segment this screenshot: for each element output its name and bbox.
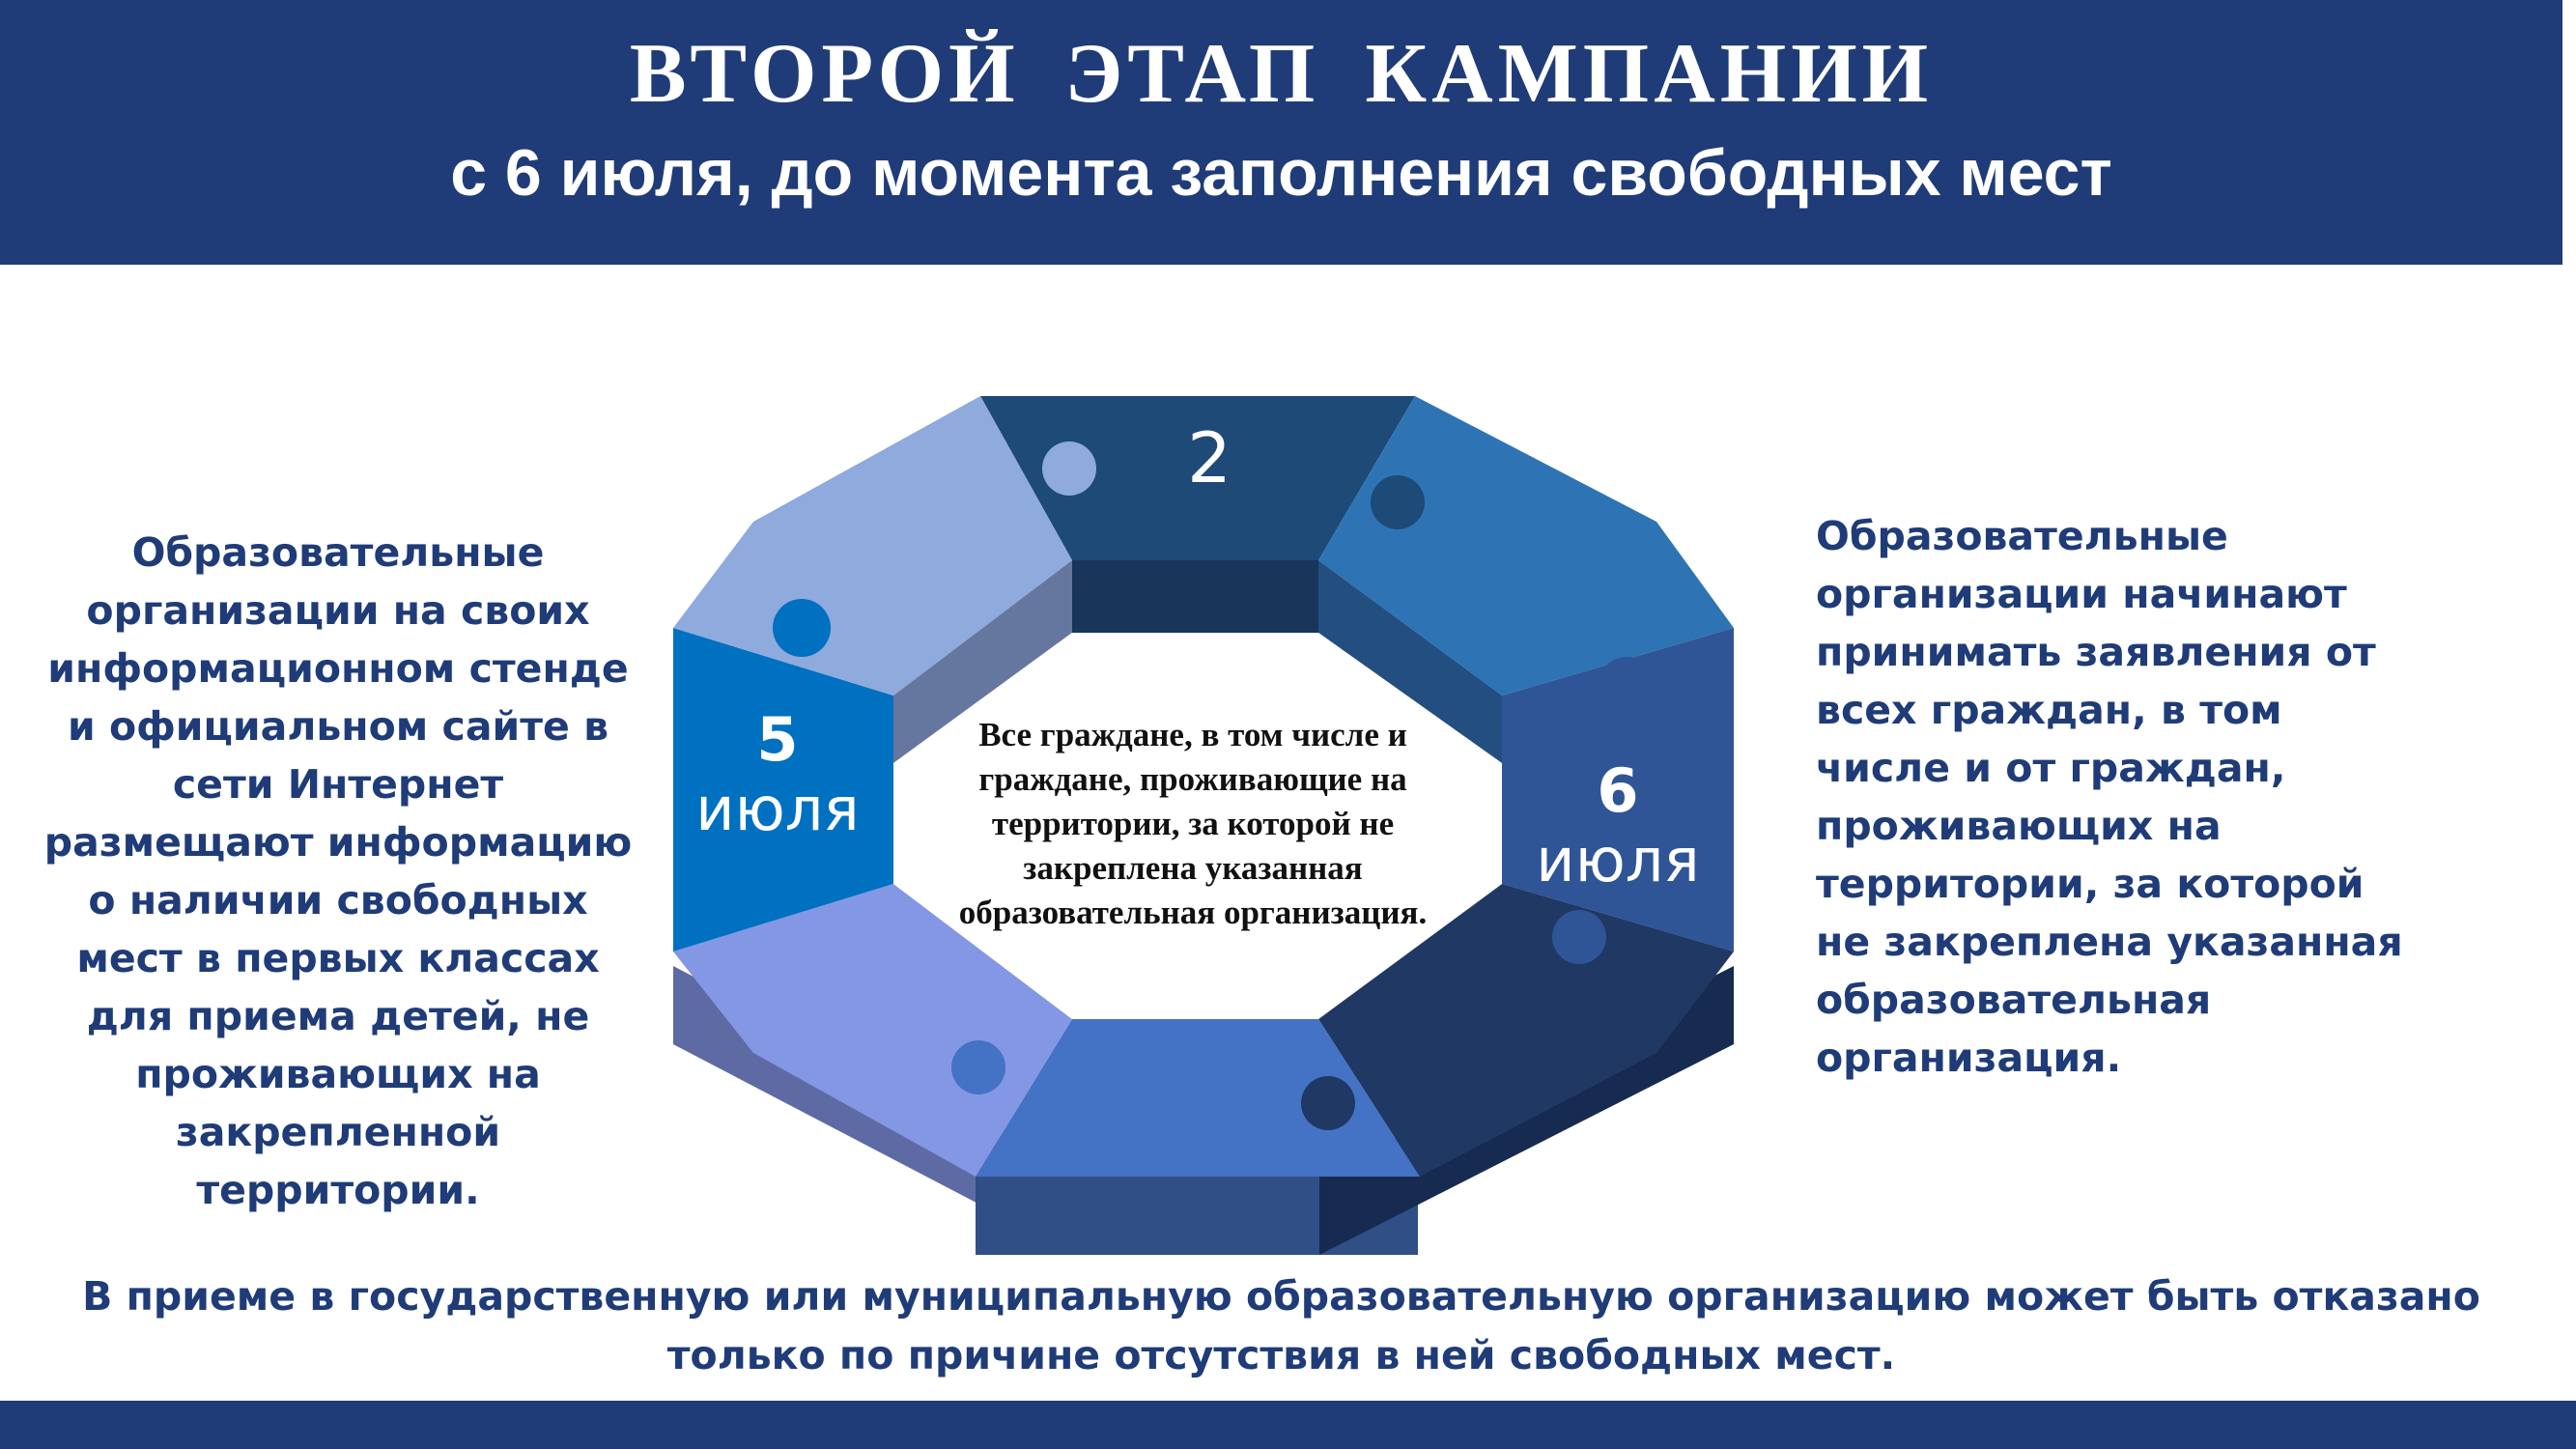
ring-center-text: Все граждане, в том числе и граждане, проживающие на территории, за которой не закреплена указанная образовательная организация. [958, 716, 1428, 931]
header-banner [0, 0, 2562, 265]
knob-8 [773, 599, 831, 657]
ring-label-left-number: 5 [756, 704, 799, 775]
knob-4 [1552, 910, 1606, 964]
ring-label-left-word: июля [695, 774, 860, 844]
bottom-note-line-2: только по причине отсутствия в ней свободных мест. [666, 1332, 1896, 1378]
knob-7 [744, 855, 802, 913]
page-subtitle: с 6 июля, до момента заполнения свободных мест [450, 136, 2112, 210]
ring-label-top: 2 [1187, 417, 1231, 498]
ring-label-right-word: июля [1536, 825, 1700, 895]
right-description: Образовательные организации начинают принимать заявления от всех граждан, в том числе и от граждан, проживающих на территории, за которой не закреплена указанная образовательная организация. [1816, 513, 2403, 1081]
knob-2 [1371, 475, 1425, 529]
knob-6 [951, 1040, 1005, 1094]
knob-3 [1597, 657, 1658, 719]
ring-label-right-number: 6 [1597, 755, 1639, 826]
left-description: Образовательные организации на своих информационном стенде и официальном сайте в сети Интернет размещают информацию о наличии свободных мест в первых классах для приема детей, не проживающих на закрепленной территории. [43, 529, 633, 1213]
ring-label-left [681, 705, 874, 844]
footer-bar [0, 1401, 2576, 1449]
bottom-note [0, 1267, 2562, 1385]
ring-label-right [1512, 756, 1724, 895]
page-title: ВТОРОЙ ЭТАП КАМПАНИИ [629, 27, 1934, 121]
inner-wall-top [1072, 560, 1318, 633]
knob-5 [1301, 1076, 1355, 1130]
bottom-note-line-1: В приеме в государственную или муниципальную образовательную организацию может быть отказано [82, 1273, 2480, 1320]
knob-1 [1042, 441, 1096, 496]
